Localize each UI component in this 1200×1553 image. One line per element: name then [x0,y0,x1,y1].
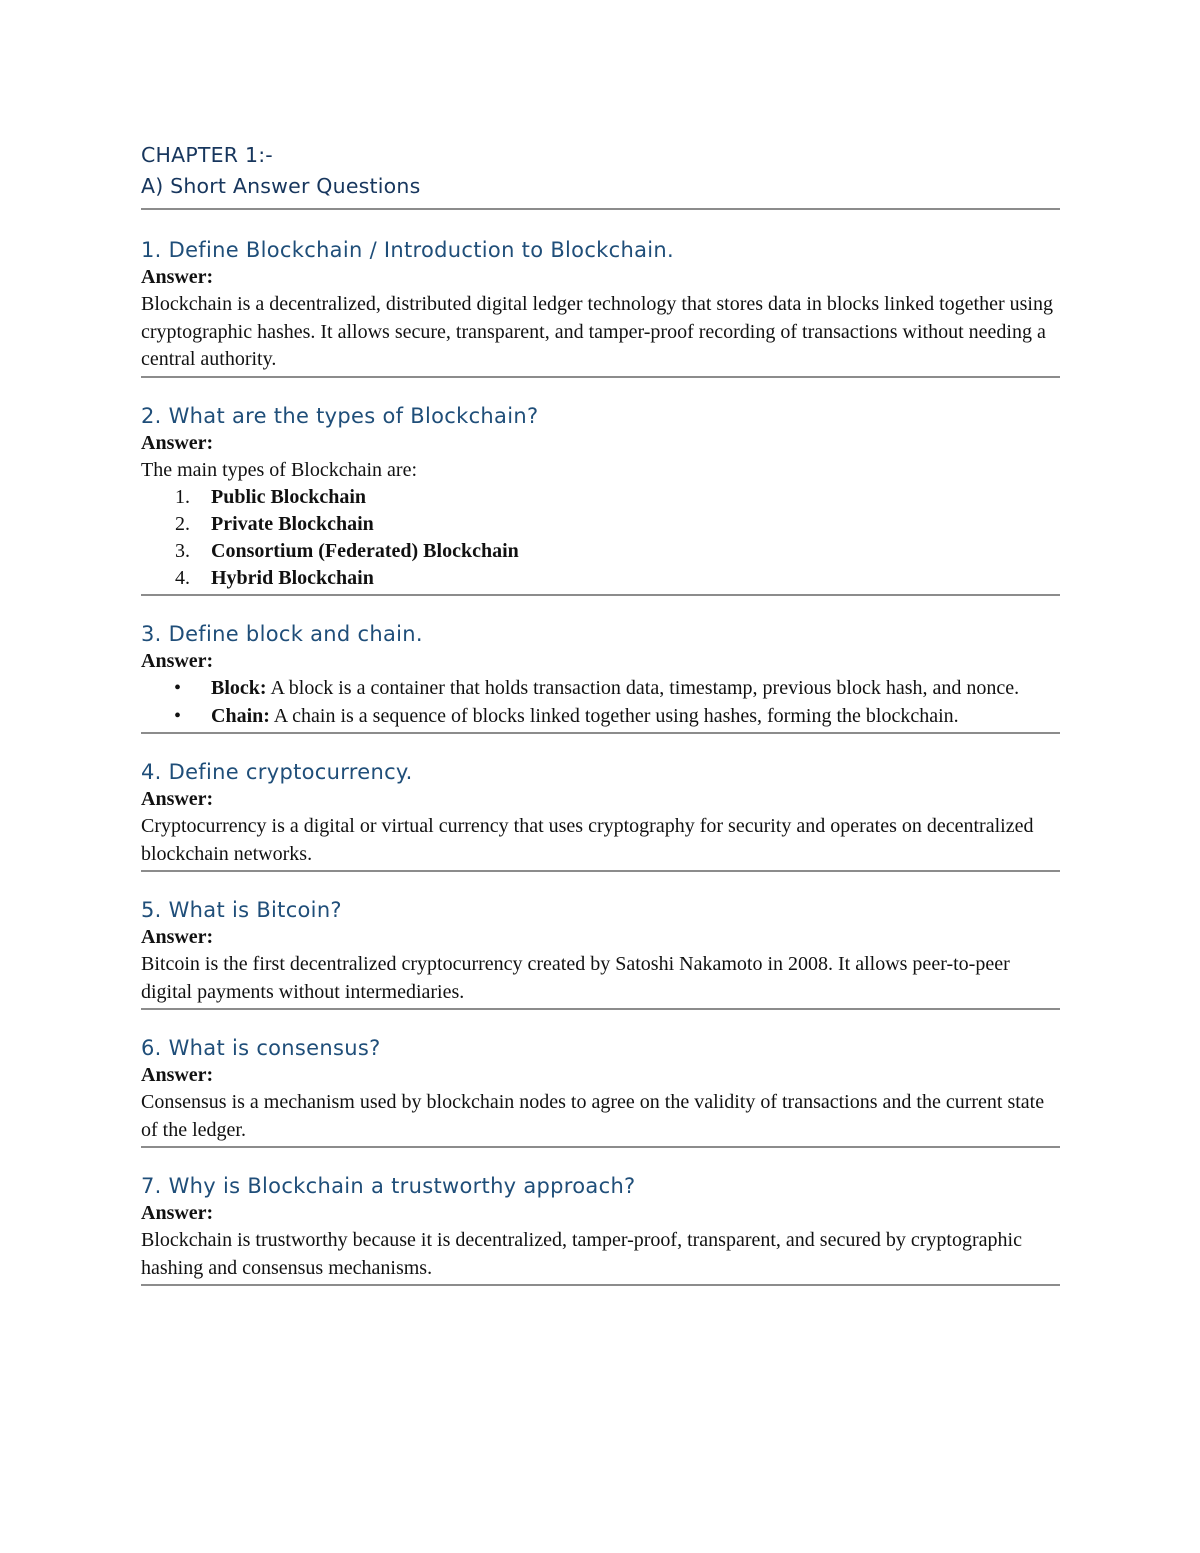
question-title: 3. Define block and chain. [141,622,423,646]
question-title: 4. Define cryptocurrency. [141,760,413,784]
definition-text: A block is a container that holds transaction data, timestamp, previous block hash, and nonce. [266,677,1020,699]
list-number: 3. [175,540,190,562]
document-page [141,140,1060,1286]
question-section-6 [141,1010,1060,1146]
answer-label: Answer: [141,1202,214,1224]
definition-text: A chain is a sequence of blocks linked together using hashes, forming the blockchain. [269,704,959,727]
answer-label: Answer: [141,650,214,672]
list-item-label: Public Blockchain [211,486,367,508]
answer-text: Consensus is a mechanism used by blockchain nodes to agree on the validity of transactions and the current state of the ledger. [141,1091,1045,1141]
list-item-label: Hybrid Blockchain [211,567,374,589]
answer-text: Cryptocurrency is a digital or virtual currency that uses cryptography for security and operates on decentralized blockchain networks. [141,815,1034,865]
question-section-1 [141,210,1060,376]
answer-label: Answer: [141,1064,214,1086]
definition-term: Chain: [211,704,270,727]
list-item-label: Consortium (Federated) Blockchain [211,540,519,562]
definition-term: Block: [211,677,267,699]
divider [141,1284,1060,1286]
question-title: 7. Why is Blockchain a trustworthy approach? [141,1174,636,1198]
list-number: 4. [175,567,190,589]
question-title: 2. What are the types of Blockchain? [141,403,539,428]
chapter-title: CHAPTER 1:- [141,143,273,167]
blockchain-types-list [141,484,1060,592]
question-section-2 [141,378,1060,595]
question-section-7 [141,1148,1060,1284]
answer-label: Answer: [141,266,214,288]
question-section-4 [141,734,1060,870]
list-item [175,484,1060,511]
bullet-icon: • [174,704,182,727]
list-item-label: Private Blockchain [211,513,374,535]
question-section-3 [141,596,1060,732]
definitions-list [141,675,1060,730]
chapter-subtitle: A) Short Answer Questions [141,174,421,198]
answer-label: Answer: [141,431,214,454]
question-section-5 [141,872,1060,1008]
question-title: 6. What is consensus? [141,1036,381,1060]
answer-text: Bitcoin is the first decentralized cryptocurrency created by Satoshi Nakamoto in 2008. It allows peer-to-peer digital payments without intermediaries. [141,953,1010,1003]
bullet-icon: • [174,677,182,699]
list-item [175,511,1060,538]
answer-label: Answer: [141,788,214,810]
list-item [174,675,1060,703]
question-title: 1. Define Blockchain / Introduction to Blockchain. [141,238,674,262]
answer-label: Answer: [141,926,214,948]
list-number: 2. [175,513,190,535]
answer-intro: The main types of Blockchain are: [141,458,418,481]
answer-text: Blockchain is a decentralized, distributed digital ledger technology that stores data in blocks linked together using cryptographic hashes. It allows secure, transparent, and tamper-proof recording of transactions without needing a central authority. [141,293,1053,370]
list-item [175,565,1060,592]
question-title: 5. What is Bitcoin? [141,898,342,922]
list-item [174,703,1060,731]
answer-text: Blockchain is trustworthy because it is decentralized, tamper-proof, transparent, and secured by cryptographic hashing and consensus mechanisms. [141,1229,1022,1279]
list-item [175,538,1060,565]
list-number: 1. [175,486,190,508]
